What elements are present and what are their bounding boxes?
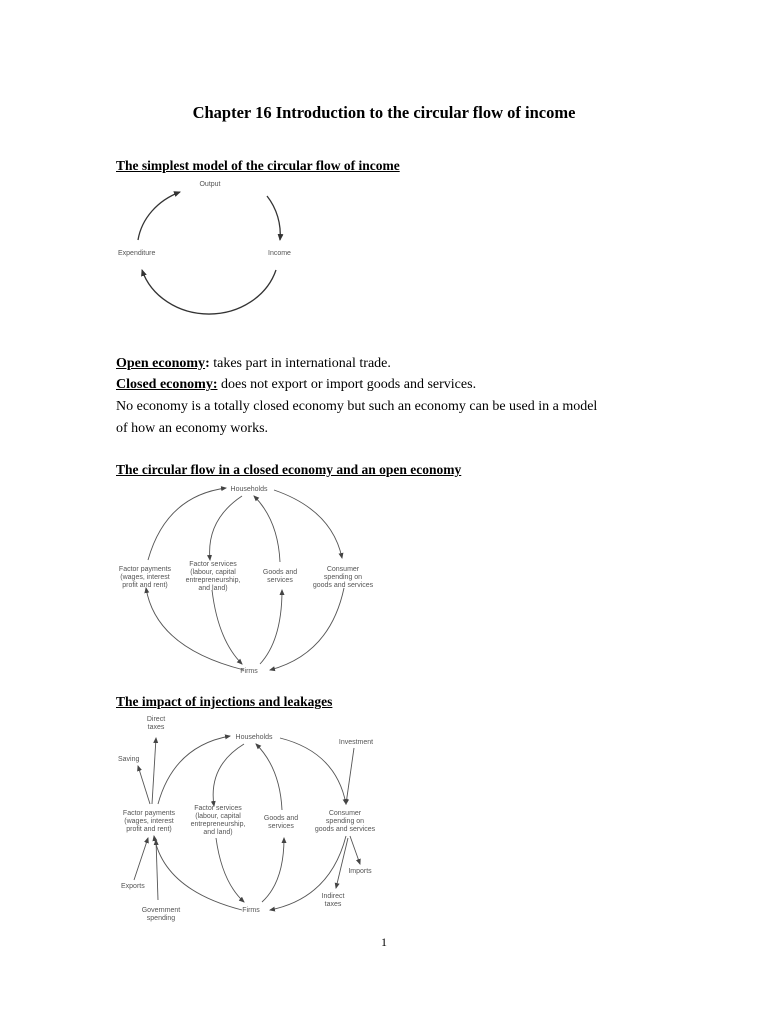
- imports-label: Imports: [348, 868, 372, 875]
- closed-economy-term: Closed economy:: [116, 377, 218, 392]
- indirect-taxes-label-2: taxes: [324, 901, 342, 908]
- goods-to-households-arrow: [254, 496, 280, 562]
- factor-services-label-3: entrepreneurship,: [185, 577, 241, 584]
- firms-to-factor-payments-arrow-2: [154, 836, 242, 910]
- firms-to-goods-arrow-2: [262, 838, 284, 902]
- output-to-income-arrow: [267, 196, 280, 240]
- consumer-spending-to-firms-arrow: [270, 588, 344, 670]
- model-explanation-line-2: of how an economy works.: [116, 421, 269, 436]
- page-number: 1: [381, 935, 387, 949]
- investment-injection-arrow: [346, 748, 354, 804]
- expenditure-label: Expenditure: [118, 250, 156, 257]
- income-to-expenditure-arrow: [142, 270, 276, 314]
- consumer-spending-label-1: Consumer: [326, 566, 360, 573]
- factor-payments-label-2: (wages, interest: [120, 574, 170, 581]
- households-label-2: Households: [235, 734, 273, 741]
- simple-circular-flow-diagram: [114, 176, 300, 322]
- consumer-spending-label-2: spending on: [323, 574, 363, 581]
- section-heading-closed-open: The circular flow in a closed economy and an open economy: [116, 462, 462, 477]
- households-to-factor-services-arrow: [210, 496, 242, 560]
- open-economy-colon: :: [205, 356, 210, 371]
- closed-economy-definition: [116, 374, 476, 395]
- firms-to-factor-payments-arrow: [146, 588, 244, 670]
- factor-services-label-2: (labour, capital: [190, 569, 236, 576]
- open-economy-definition: [116, 353, 391, 374]
- exports-injection-arrow: [134, 838, 148, 880]
- factor-services-to-firms-arrow-2: [216, 838, 244, 902]
- factor-services-to-firms-arrow: [212, 590, 242, 664]
- firms-label-2: Firms: [242, 907, 260, 914]
- imports-leakage-arrow: [350, 836, 360, 864]
- indirect-taxes-leakage-arrow: [336, 838, 348, 888]
- factor-payments-label-3: profit and rent): [122, 582, 168, 589]
- factor-payments-label-1: Factor payments: [118, 566, 172, 573]
- expenditure-to-output-arrow: [138, 192, 180, 240]
- investment-label: Investment: [338, 739, 374, 746]
- goods-services-label-2: services: [267, 577, 293, 584]
- factor-services-label-1: Factor services: [189, 561, 237, 568]
- direct-taxes-leakage-arrow: [152, 738, 156, 804]
- households-to-consumer-spending-arrow-2: [280, 738, 346, 804]
- goods-services-label-2-2: services: [268, 823, 294, 830]
- direct-taxes-label-2: taxes: [147, 724, 165, 731]
- section-heading-simplest-model: The simplest model of the circular flow of income: [116, 158, 400, 173]
- factor-payments-to-households-arrow: [148, 488, 226, 560]
- factor-payments-label-2-1: Factor payments: [122, 810, 176, 817]
- factor-services-label-2-3: entrepreneurship,: [190, 821, 246, 828]
- goods-services-label-2-1: Goods and: [263, 815, 299, 822]
- page-title: Chapter 16 Introduction to the circular flow of income: [192, 103, 576, 122]
- factor-services-label-4: and land): [198, 585, 228, 592]
- section-heading-injections-leakages: The impact of injections and leakages: [116, 694, 333, 709]
- injections-leakages-diagram: [114, 712, 384, 926]
- output-label: Output: [199, 181, 221, 188]
- factor-payments-label-2-3: profit and rent): [126, 826, 172, 833]
- goods-services-label-1: Goods and: [262, 569, 298, 576]
- closed-economy-text: does not export or import goods and services.: [217, 377, 477, 392]
- closed-economy-circular-flow-diagram: [114, 480, 384, 676]
- exports-label: Exports: [121, 883, 145, 890]
- government-spending-label-2: spending: [146, 915, 176, 922]
- factor-payments-label-2-2: (wages, interest: [124, 818, 174, 825]
- firms-to-goods-arrow: [260, 590, 282, 664]
- model-explanation-line-1: No economy is a totally closed economy but such an economy can be used in a model: [116, 399, 598, 414]
- households-label: Households: [230, 486, 268, 493]
- households-to-factor-services-arrow-2: [213, 744, 244, 806]
- factor-services-label-2-4: and land): [203, 829, 233, 836]
- income-label: Income: [268, 250, 291, 257]
- consumer-spending-label-2-1: Consumer: [328, 810, 362, 817]
- saving-leakage-arrow: [138, 766, 150, 804]
- households-to-consumer-spending-arrow: [274, 490, 342, 558]
- saving-label: Saving: [118, 756, 140, 763]
- consumer-spending-label-2-2: spending on: [325, 818, 365, 825]
- consumer-spending-label-2-3: goods and services: [314, 826, 376, 833]
- factor-services-label-2-2: (labour, capital: [195, 813, 241, 820]
- firms-label: Firms: [240, 668, 258, 675]
- consumer-spending-label-3: goods and services: [312, 582, 374, 589]
- goods-to-households-arrow-2: [256, 744, 282, 810]
- open-economy-text: takes part in international trade.: [209, 356, 391, 371]
- government-spending-label-1: Government: [141, 907, 181, 914]
- factor-services-label-2-1: Factor services: [194, 805, 242, 812]
- indirect-taxes-label-1: Indirect: [321, 893, 345, 900]
- direct-taxes-label-1: Direct: [146, 716, 166, 723]
- open-economy-term: Open economy: [116, 356, 206, 371]
